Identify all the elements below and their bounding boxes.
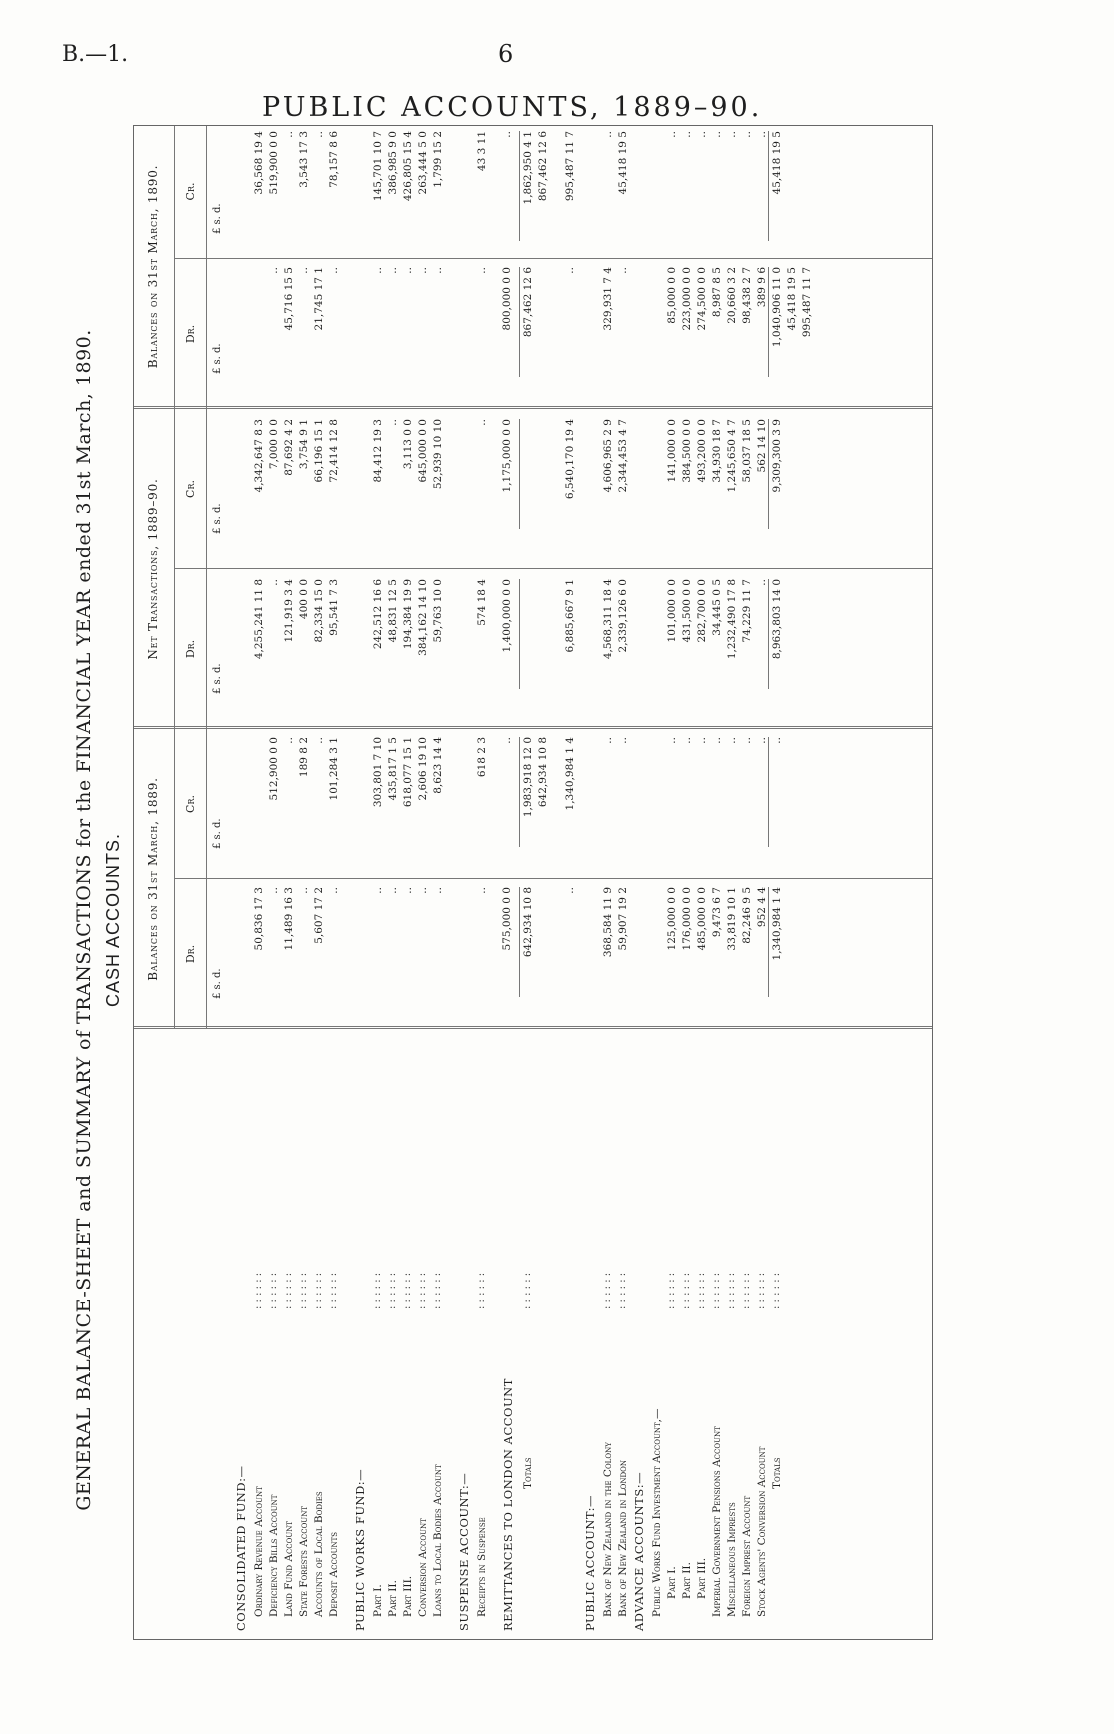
row-label: Public Works Fund Investment Account,— [651, 1408, 663, 1617]
amount-d3: .. [387, 267, 399, 274]
leader-dots: : : : : : : [617, 1272, 628, 1309]
amount-d2: 59,763 10 0 [432, 579, 444, 643]
row-label: Part II. [681, 1562, 693, 1599]
row-label: Ordinary Revenue Account [253, 1486, 265, 1617]
units-dr-1890: £ s. d. [212, 343, 223, 374]
amount-c2: 4,606,965 2 9 [602, 419, 614, 493]
amount-c2: 72,414 12 8 [328, 419, 340, 483]
leader-dots: : : : : : : [696, 1272, 707, 1309]
table-row [651, 124, 666, 1639]
amount-c3: 36,568 19 4 [253, 131, 265, 195]
page-title: PUBLIC ACCOUNTS, 1889–90. [262, 92, 763, 123]
row-label: Miscellaneous Imprests [726, 1502, 738, 1617]
amount-d2: 34,445 0 5 [711, 579, 723, 636]
amount-c2: 1,175,000 0 0 [501, 419, 513, 493]
table-row [666, 124, 681, 1639]
amount-d2: 384,162 14 10 [417, 579, 429, 656]
document-reference: B.—1. [62, 42, 129, 67]
amount-c3: .. [602, 131, 614, 138]
table-row [741, 124, 756, 1639]
amount-c3: .. [283, 131, 295, 138]
leader-dots: : : : : : : [602, 1272, 613, 1309]
row-label: Receipts in Suspense [476, 1517, 488, 1617]
table-row [726, 124, 741, 1639]
section-row [501, 124, 516, 1639]
amount-d2: 194,384 19 9 [402, 579, 414, 650]
amount-c3: 78,157 8 6 [328, 131, 340, 188]
row-label: Imperial Government Pensions Account [711, 1426, 723, 1617]
amount-d1: .. [372, 887, 384, 894]
total-rule [519, 267, 520, 377]
column-header-cr-1889: Cr. [184, 795, 197, 813]
column-header-dr-1889: Dr. [184, 944, 197, 964]
amount-c1: 618,077 15 1 [402, 737, 414, 808]
amount-d1: .. [298, 887, 310, 894]
leader-dots: : : : : : : [387, 1272, 398, 1309]
row-label: Conversion Account [417, 1518, 429, 1617]
row-label: Part I. [372, 1584, 384, 1617]
amount-d3: .. [328, 267, 340, 274]
leader-dots: : : : : : : [476, 1272, 487, 1309]
amount-d1: 11,489 16 3 [283, 887, 295, 951]
row-label: REMITTANCES TO LONDON ACCOUNT [501, 1378, 515, 1631]
section-row [632, 124, 647, 1639]
amount-c2: 2,344,453 4 7 [617, 419, 629, 493]
amount-d3: .. [372, 267, 384, 274]
rotated-table-sheet [55, 130, 975, 1700]
table-row [696, 124, 711, 1639]
total-rule [768, 267, 769, 377]
amount-d3: 389 9 6 [756, 267, 768, 308]
amount-c3: .. [756, 131, 768, 138]
row-label: Totals [522, 1457, 534, 1489]
amount-c1: 512,900 0 0 [268, 737, 280, 801]
total-rule [768, 131, 769, 241]
amount-d2: 1,400,000 0 0 [501, 579, 513, 653]
amount-d1: 368,584 11 9 [602, 887, 614, 958]
balance-sheet-table [133, 125, 933, 1640]
amount-d2: 282,700 0 0 [696, 579, 708, 643]
amount-c2: 3,754 9 1 [298, 419, 310, 470]
amount-d3: .. [402, 267, 414, 274]
leader-dots: : : : : : : [402, 1272, 413, 1309]
amount-c2: 562 14 10 [756, 419, 768, 473]
amount-c3: .. [696, 131, 708, 138]
leader-dots: : : : : : : [711, 1272, 722, 1309]
row-label: PUBLIC WORKS FUND:— [353, 1468, 367, 1631]
amount-c3: 263,444 5 0 [417, 131, 429, 195]
table-row [298, 124, 313, 1639]
amount-d1: 33,819 10 1 [726, 887, 738, 951]
amount-d3: 867,462 12 6 [522, 267, 534, 338]
amount-c1: .. [756, 737, 768, 744]
amount-c2: 493,200 0 0 [696, 419, 708, 483]
amount-d2: 2,339,126 6 0 [617, 579, 629, 653]
column-header-dr-net: Dr. [184, 639, 197, 659]
amount-d2: .. [268, 579, 280, 586]
row-label: State Forests Account [298, 1506, 310, 1617]
amount-d2: 101,000 0 0 [666, 579, 678, 643]
amount-d3: 85,000 0 0 [666, 267, 678, 324]
amount-d1: 575,000 0 0 [501, 887, 513, 951]
row-label: Deficiency Bills Account [268, 1494, 280, 1617]
table-row [617, 124, 632, 1639]
amount-c1: .. [771, 737, 783, 744]
totals-row [771, 124, 813, 1639]
column-header-dr-1890: Dr. [184, 324, 197, 344]
table-row [681, 124, 696, 1639]
amount-c1: 2,606 19 10 [417, 737, 429, 801]
column-header-cr-net: Cr. [184, 480, 197, 498]
amount-d2: 574 18 4 [476, 579, 488, 626]
amount-c1: 101,284 3 1 [328, 737, 340, 801]
leader-dots: : : : : : : [313, 1272, 324, 1309]
amount-d3: 800,000 0 0 [501, 267, 513, 331]
amount-d2: 242,512 16 6 [372, 579, 384, 650]
leader-dots: : : : : : : [726, 1272, 737, 1309]
amount-d1: .. [387, 887, 399, 894]
row-label: Totals [771, 1457, 783, 1489]
amount-c2: 384,500 0 0 [681, 419, 693, 483]
amount-c2: 34,930 18 7 [711, 419, 723, 483]
amount-c3: 426,805 15 4 [402, 131, 414, 202]
amount-d1: 59,907 19 2 [617, 887, 629, 951]
total-rule [519, 887, 520, 997]
column-group-balances-1890: Balances on 31st March, 1890. [146, 164, 160, 369]
amount-d1: 82,246 9 5 [741, 887, 753, 944]
row-label: Part III. [696, 1557, 708, 1599]
amount-d3: .. [476, 267, 488, 274]
amount-d3c: 995,487 11 7 [801, 267, 813, 338]
table-row [476, 124, 491, 1639]
units-dr-net: £ s. d. [212, 663, 223, 694]
leader-dots: : : : : : : [268, 1272, 279, 1309]
amount-c1: .. [617, 737, 629, 744]
amount-d3b: 45,418 19 5 [786, 267, 798, 331]
amount-c1: 1,983,918 12 0 [522, 737, 534, 818]
row-label: Land Fund Account [283, 1520, 295, 1617]
amount-c3: .. [313, 131, 325, 138]
table-row [268, 124, 283, 1639]
amount-c3: .. [726, 131, 738, 138]
page-number: 6 [498, 40, 514, 68]
amount-d1: .. [417, 887, 429, 894]
leader-dots: : : : : : : [681, 1272, 692, 1309]
amount-d3: 45,716 15 5 [283, 267, 295, 331]
amount-c1: .. [283, 737, 295, 744]
amount-d1: .. [564, 887, 576, 894]
total-rule [519, 579, 520, 689]
row-label: Part II. [387, 1580, 399, 1617]
amount-c2: 3,113 0 0 [402, 419, 414, 470]
amount-c1: .. [711, 737, 723, 744]
amount-c2: 4,342,647 8 3 [253, 419, 265, 493]
total-rule [768, 419, 769, 529]
table-row [387, 124, 402, 1639]
amount-c3: .. [681, 131, 693, 138]
amount-d2: 121,919 3 4 [283, 579, 295, 643]
amount-c1: .. [666, 737, 678, 744]
row-label: Bank of New Zealand in London [617, 1459, 629, 1617]
amount-c1b: 642,934 10 8 [537, 737, 549, 808]
amount-c2: 58,037 18 5 [741, 419, 753, 483]
leader-dots: : : : : : : [756, 1272, 767, 1309]
amount-c2: .. [476, 419, 488, 426]
amount-d2: .. [756, 579, 768, 586]
amount-d2: 8,963,803 14 0 [771, 579, 783, 660]
sheet-subcaption: CASH ACCOUNTS. [103, 832, 123, 1008]
amount-d1: .. [402, 887, 414, 894]
amount-d3: 21,745 17 1 [313, 267, 325, 331]
row-label: Accounts of Local Bodies [313, 1491, 325, 1617]
amount-c1: .. [501, 737, 513, 744]
totals-row [522, 124, 549, 1639]
amount-d1: 125,000 0 0 [666, 887, 678, 951]
units-cr-net: £ s. d. [212, 503, 223, 534]
amount-c1: .. [726, 737, 738, 744]
amount-d1: 5,607 17 2 [313, 887, 325, 944]
amount-d3: .. [417, 267, 429, 274]
amount-d3: 20,660 3 2 [726, 267, 738, 324]
amount-c2: 84,412 19 3 [372, 419, 384, 483]
table-row [711, 124, 726, 1639]
amount-c3: 43 3 11 [476, 131, 488, 172]
amount-c1: 189 8 2 [298, 737, 310, 778]
leader-dots: : : : : : : [283, 1272, 294, 1309]
leader-dots: : : : : : : [771, 1272, 782, 1309]
section-row [583, 124, 598, 1639]
amount-d1: .. [328, 887, 340, 894]
amount-d3: 8,987 8 5 [711, 267, 723, 318]
amount-c2: 87,692 4 2 [283, 419, 295, 476]
amount-c1: .. [696, 737, 708, 744]
leader-dots: : : : : : : [372, 1272, 383, 1309]
section-row [234, 124, 249, 1639]
table-row [432, 124, 447, 1639]
amount-c3: 3,543 17 3 [298, 131, 310, 188]
amount-c3: 519,900 0 0 [268, 131, 280, 195]
leader-dots: : : : : : : [298, 1272, 309, 1309]
amount-d2: 4,568,311 18 4 [602, 579, 614, 660]
amount-c1: 1,340,984 1 4 [564, 737, 576, 811]
amount-c3: .. [666, 131, 678, 138]
row-label: Deposit Accounts [328, 1531, 340, 1617]
units-cr-1890: £ s. d. [212, 203, 223, 234]
amount-c2: 7,000 0 0 [268, 419, 280, 470]
amount-d3: 98,438 2 7 [741, 267, 753, 324]
column-group-balances-1889: Balances on 31st March, 1889. [146, 777, 160, 981]
column-header-cr-1890: Cr. [184, 182, 197, 201]
amount-c1: 618 2 3 [476, 737, 488, 778]
amount-d3: .. [564, 267, 576, 274]
amount-c1: .. [602, 737, 614, 744]
amount-c2: 66,196 15 1 [313, 419, 325, 483]
table-row [402, 124, 417, 1639]
amount-c2: 6,540,170 19 4 [564, 419, 576, 500]
amount-c2: 1,245,650 4 7 [726, 419, 738, 493]
amount-c2: .. [387, 419, 399, 426]
amount-d1: .. [432, 887, 444, 894]
units-cr-1889: £ s. d. [212, 818, 223, 849]
row-label: Part III. [402, 1575, 414, 1617]
amount-d1: 50,836 17 3 [253, 887, 265, 951]
amount-c1: .. [681, 737, 693, 744]
amount-c1: 303,801 7 10 [372, 737, 384, 808]
column-group-net-transactions: Net Transactions, 1889–90. [146, 478, 160, 660]
amount-c2: 645,000 0 0 [417, 419, 429, 483]
units-dr-1889: £ s. d. [212, 968, 223, 999]
amount-d1: 485,000 0 0 [696, 887, 708, 951]
amount-c1: 435,817 1 5 [387, 737, 399, 801]
amount-c1: .. [313, 737, 325, 744]
total-rule [768, 579, 769, 689]
row-label: Bank of New Zealand in the Colony [602, 1442, 614, 1617]
amount-d3: .. [617, 267, 629, 274]
row-label: SUSPENSE ACCOUNT:— [457, 1472, 471, 1631]
amount-d3: .. [298, 267, 310, 274]
leader-dots: : : : : : : [328, 1272, 339, 1309]
amount-d1: .. [476, 887, 488, 894]
amount-c1: 8,623 14 4 [432, 737, 444, 794]
amount-c2: 141,000 0 0 [666, 419, 678, 483]
amount-c3b: 867,462 12 6 [537, 131, 549, 202]
amount-d2: 400 0 0 [298, 579, 310, 620]
total-rule [768, 887, 769, 997]
amount-d3: 1,040,906 11 0 [771, 267, 783, 348]
amount-d1: 952 4 4 [756, 887, 768, 928]
leader-dots: : : : : : : [741, 1272, 752, 1309]
amount-d2: 6,885,667 9 1 [564, 579, 576, 653]
amount-d1: .. [268, 887, 280, 894]
amount-d3: 329,931 7 4 [602, 267, 614, 331]
amount-d3: .. [268, 267, 280, 274]
row-label: PUBLIC ACCOUNT:— [583, 1494, 597, 1631]
total-rule [768, 737, 769, 847]
amount-d2: 431,500 0 0 [681, 579, 693, 643]
amount-d1: 176,000 0 0 [681, 887, 693, 951]
amount-d2: 1,232,490 17 8 [726, 579, 738, 660]
row-label: CONSOLIDATED FUND:— [234, 1465, 248, 1631]
amount-d2: 95,541 7 3 [328, 579, 340, 636]
amount-d2: 48,831 12 5 [387, 579, 399, 643]
table-row [602, 124, 617, 1639]
leader-dots: : : : : : : [522, 1272, 533, 1309]
table-row [253, 124, 268, 1639]
row-label: Loans to Local Bodies Account [432, 1464, 444, 1617]
table-row [564, 124, 579, 1639]
amount-c3: 145,701 10 7 [372, 131, 384, 202]
table-row [313, 124, 328, 1639]
amount-d1: 9,473 6 7 [711, 887, 723, 938]
total-rule [519, 419, 520, 529]
leader-dots: : : : : : : [432, 1272, 443, 1309]
leader-dots: : : : : : : [666, 1272, 677, 1309]
amount-c3: 995,487 11 7 [564, 131, 576, 202]
row-label: ADVANCE ACCOUNTS:— [632, 1471, 646, 1631]
row-label: Part I. [666, 1566, 678, 1599]
table-row [417, 124, 432, 1639]
amount-c3: .. [711, 131, 723, 138]
table-row [372, 124, 387, 1639]
table-row [283, 124, 298, 1639]
amount-d1: 642,934 10 8 [522, 887, 534, 958]
amount-d3: 223,000 0 0 [681, 267, 693, 331]
amount-c3: 1,799 15 2 [432, 131, 444, 188]
leader-dots: : : : : : : [417, 1272, 428, 1309]
amount-c2: 9,309,300 3 9 [771, 419, 783, 493]
leader-dots: : : : : : : [253, 1272, 264, 1309]
row-label: Stock Agents' Conversion Account [756, 1446, 768, 1617]
amount-c3: 45,418 19 5 [617, 131, 629, 195]
amount-d1: 1,340,984 1 4 [771, 887, 783, 961]
total-rule [519, 737, 520, 847]
amount-c3: 386,985 9 0 [387, 131, 399, 195]
amount-c3: .. [741, 131, 753, 138]
amount-c3: 45,418 19 5 [771, 131, 783, 195]
amount-c3: .. [501, 131, 513, 138]
total-rule [519, 131, 520, 241]
sheet-caption: GENERAL BALANCE-SHEET and SUMMARY of TRANSACTIONS for the FINANCIAL YEAR ended 31st March, 1890. [73, 329, 95, 1511]
amount-c3: 1,862,950 4 1 [522, 131, 534, 205]
table-row [328, 124, 343, 1639]
amount-d3: 274,500 0 0 [696, 267, 708, 331]
amount-d2: 74,229 11 7 [741, 579, 753, 643]
row-label: Foreign Imprest Account [741, 1495, 753, 1617]
section-row [457, 124, 472, 1639]
amount-d2: 4,255,241 11 8 [253, 579, 265, 660]
amount-d3: .. [432, 267, 444, 274]
section-row [353, 124, 368, 1639]
amount-d2: 82,334 15 0 [313, 579, 325, 643]
amount-c2: 52,939 10 10 [432, 419, 444, 490]
amount-c1: .. [741, 737, 753, 744]
